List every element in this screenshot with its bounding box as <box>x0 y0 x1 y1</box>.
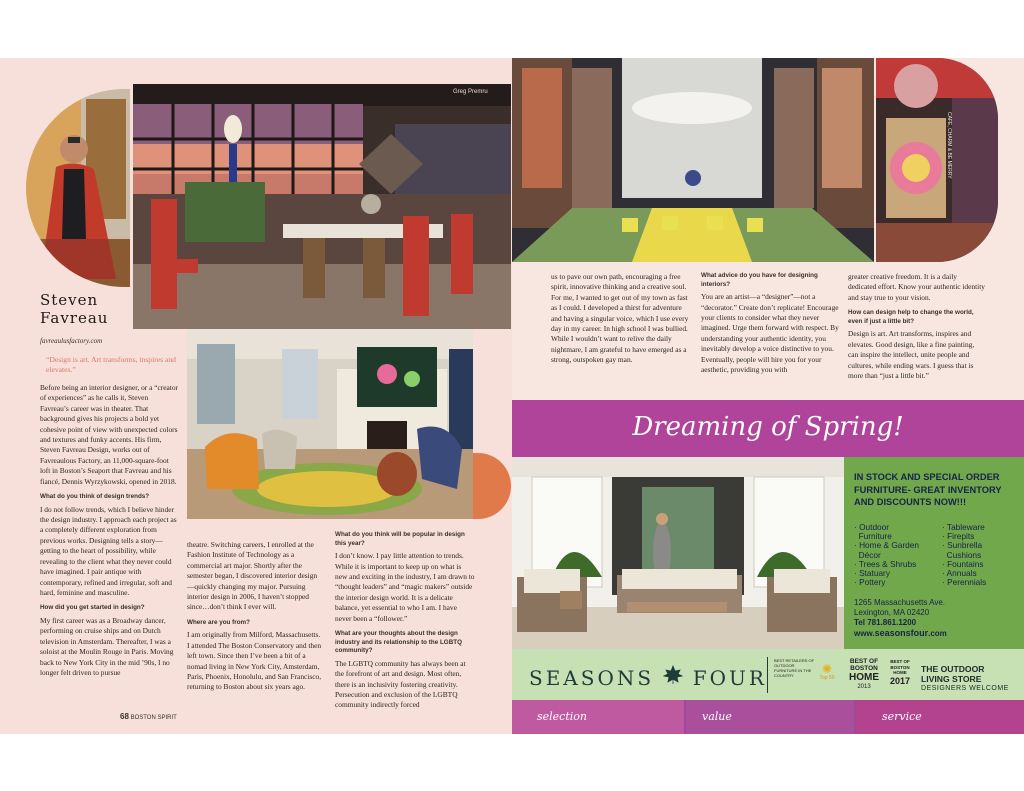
ad-product-list-left <box>854 523 919 587</box>
intro-paragraph: Before being an interior designer, or a “creator of experiences” as he calls it, Steven Favreau’s career was in theater. That background gives his projects a bold yet cohesive point of view with unexpected colors and textures and funky accents. His firm, Steven Favreau Design, works out of Favreaulous Factory, an 11,000-square-foot loft in Boston’s Seaport that Favreau and his fiancé, Dennis Wyrzykowski, opened in 2018. <box>40 383 179 486</box>
ad-product-list-right <box>942 523 986 587</box>
career-paragraph: theatre. Switching careers, I enrolled at the Fashion Institute of Technology as a commercial art major. Shortly after the semester began, I discovered interior design—quickly changing my major. Pursuing interior design in 2006, I haven’t stopped since…don’t think I ever will. <box>187 540 318 612</box>
advice-continued: greater creative freedom. It is a daily dedicated effort. Know your authentic identity and stay true to your vision. <box>848 272 985 302</box>
award-2017-label: BEST OF BOSTON HOME <box>890 659 910 675</box>
award-best-of-boston-2017 <box>886 659 914 686</box>
question-change-world: How can design help to change the world, even if just a little bit? <box>848 309 974 325</box>
ad-patio-photo <box>512 457 844 649</box>
answer-lgbtq: The LGBTQ community has always been at the forefront of art and design. Most often, there is an inclusivity fostering creativity. Persecution and exclusion of the LGBTQ community indirectly forced <box>335 658 466 710</box>
question-lgbtq: What are your thoughts about the design industry and its relationship to the LGBTQ community? <box>335 630 462 655</box>
ad-offer: IN STOCK AND SPECIAL ORDER FURNITURE- GREAT INVENTORY AND DISCOUNTS NOW!!! <box>854 472 1002 507</box>
ad-website-name: seasonsfour <box>874 628 929 638</box>
ad-website-prefix: www. <box>854 629 875 638</box>
designer-website: favreaulusfactory.com <box>40 337 103 345</box>
answer-advice: You are an artist—a “designer”—not a “decorator.” Create don’t replicate! Encourage your clients to consider what they never imagined. Urge them forward with respect. By understanding your authentic identity, you inevitably develop a voice distinctive to you. Eventually, people will hire you for your aesthetic, providing you with <box>701 292 839 375</box>
name-last: Favreau <box>40 309 109 327</box>
answer-from: I am originally from Milford, Massachusetts. I attended The Boston Conservatory and then left town. Since then I’ve been a bit of a nomad living in New York City, Amsterdam, Paris, Phoenix, Honolulu, and San Francisco, returning to Boston about six years ago. <box>187 630 322 692</box>
brand-word-seasons: SEASONS <box>529 666 655 690</box>
answer-start: My first career was as a Broadway dancer, performing on cruise ships and on Dutch television in Amsterdam. Thereafter, I was a soloist at the Moulin Rouge in Paris. Moving back to New York City in the mid ’90s, I no longer felt driven to pursue <box>40 615 174 677</box>
left-column-2 <box>187 540 323 699</box>
tab-value: value <box>702 710 732 723</box>
award-best-of-boston-2013 <box>844 658 884 691</box>
tagline-designers: DESIGNERS WELCOME <box>921 685 1009 692</box>
sun-icon: ✺ <box>821 662 833 676</box>
ad-headline: Dreaming of Spring! <box>632 412 904 442</box>
left-column-1 <box>40 383 178 684</box>
ad-brand-band <box>512 649 1024 700</box>
pull-quote: “Design is art. Art transforms, inspires and elevates.” <box>46 355 176 374</box>
answer-popular: I don’t know. I pay little attention to trends. While it is important to keep up on what is new and exciting in the industry, I am drawn to “thought leaders” and “magic makers” outside the interior design world. It is a delicate balance, yet essential to who I am. I have never been a “follower.” <box>335 551 475 623</box>
product-item: · Trees & Shrubs <box>854 558 917 569</box>
loft-photo <box>133 84 511 329</box>
question-popular: What do you think will be popular in design this year? <box>335 531 465 547</box>
tab-service: service <box>882 710 922 723</box>
ad-footer-bar <box>512 700 1024 734</box>
question-from: Where are you from? <box>187 618 250 626</box>
product-item: · Outdoor <box>854 522 890 532</box>
question-trends: What do you think of design trends? <box>40 493 150 501</box>
award-2013-year: 2013 <box>857 684 871 690</box>
right-column-2 <box>701 268 841 381</box>
right-column-1 <box>551 272 693 372</box>
product-item: · Fountains <box>942 558 984 569</box>
magazine-name: BOSTON SPIRIT <box>130 715 177 721</box>
award-2017-year: 2017 <box>889 675 911 686</box>
cafe-side-caption: CAFE, CHARM & BE MERRY <box>946 112 952 179</box>
product-item: Décor <box>854 549 881 560</box>
ad-info-panel <box>844 457 1024 649</box>
lgbtq-continued: us to pave our own path, encouraging a free spirit, innovative thinking and a creative soul. For me, I wanted to get out of my town as fast as I could. I developed a thirst for adventure and having a singular voice, which I use every day in my career. In high school I was bullied. While I wouldn’t want to relive the daily nightmare, I am grateful to have emerged as a strong, outspoken gay man. <box>551 272 689 365</box>
name-first: Steven <box>40 291 99 309</box>
product-item: · Sunbrella <box>942 540 983 551</box>
outdoor-tagline <box>921 664 1021 694</box>
restaurant-photo <box>512 58 874 262</box>
band-divider <box>767 657 768 693</box>
maple-leaf-icon <box>663 665 683 690</box>
award-top-retailers-text: BEST RETAILERS OF OUTDOOR FURNITURE IN THE COUNTRY <box>774 658 815 678</box>
ad-phone: Tel 781.861.1200 <box>854 618 917 627</box>
award-top50-logo <box>812 663 842 681</box>
tab-selection: selection <box>537 710 587 723</box>
product-item: Cushions <box>942 549 982 560</box>
award-top50-text: Top 50 <box>819 675 835 681</box>
living-room-photo <box>187 329 473 519</box>
ad-address-line2: Lexington, MA 02420 <box>854 608 930 617</box>
ad-contact <box>854 598 947 639</box>
page-number: 68 <box>120 712 129 721</box>
award-2013-label: BEST OF BOSTON <box>849 658 879 672</box>
product-item: · Statuary <box>854 568 890 579</box>
cafe-photo <box>876 58 998 262</box>
page-folio <box>120 712 177 721</box>
award-2013-home: HOME <box>849 672 879 683</box>
ad-address-line1: 1265 Massachusetts Ave. <box>854 598 946 607</box>
seasons-four-ad <box>512 400 1024 734</box>
ad-header <box>512 400 1024 457</box>
answer-change-world: Design is art. Art transforms, inspires and elevates. Good design, like a fine painting, can inspire the intellect, unite people and cultures, while ending wars. I guess that is more than “just a little bit.” <box>848 329 975 381</box>
tagline-line1: THE OUTDOOR <box>921 664 985 674</box>
photo-credit: Greg Premru <box>453 89 488 95</box>
question-start: How did you get started in design? <box>40 604 145 612</box>
designer-name <box>40 291 108 327</box>
question-advice: What advice do you have for designing interiors? <box>701 272 818 288</box>
ad-website[interactable] <box>854 628 947 639</box>
left-column-3 <box>335 527 475 717</box>
seasons-four-logo <box>529 665 767 690</box>
answer-trends: I do not follow trends, which I believe hinder the design industry. I approach each project as a completely different exploration from previous works. Designing tells a story—getting to the heart of possibility, while revealing to the client what they never could have imagined. I pair antique with contemporary, refined and irregular, soft and hard, feminine and masculine. <box>40 504 177 597</box>
ad-website-suffix: .com <box>928 629 947 638</box>
product-item: · Perennials <box>942 577 987 588</box>
product-item: · Tableware <box>942 522 985 532</box>
right-column-3 <box>848 272 986 387</box>
product-item: · Annuals <box>942 568 977 579</box>
tagline-line2: LIVING STORE <box>921 674 982 684</box>
product-item: Furniture <box>854 531 892 542</box>
product-item: · Home & Garden <box>854 540 920 551</box>
product-item: · Firepits <box>942 531 975 542</box>
brand-word-four: FOUR <box>692 666 767 690</box>
product-item: · Pottery <box>854 577 886 588</box>
